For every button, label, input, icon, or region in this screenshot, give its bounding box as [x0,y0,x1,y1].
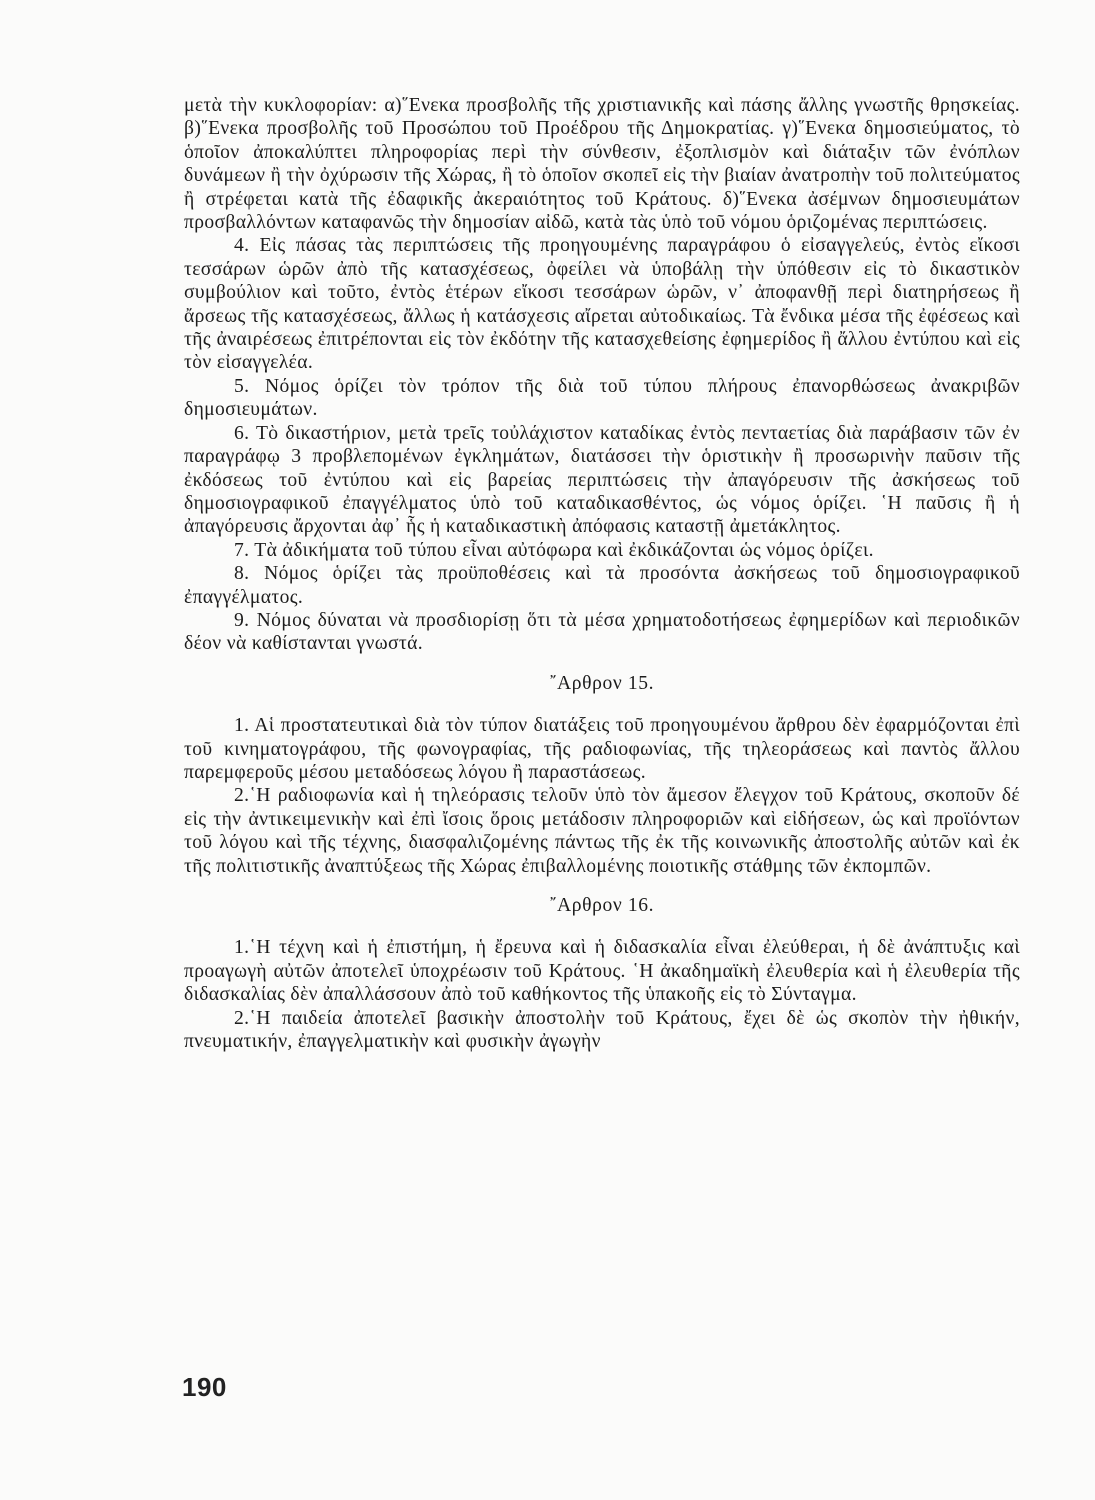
article14-paragraph-7: 7. Τὰ ἀδικήματα τοῦ τύπου εἶναι αὐτόφωρα καὶ ἐκδικάζονται ὡς νόμος ὁρίζει. [234,539,874,561]
article14-paragraph-6: 6. Τὸ δικαστήριον, μετὰ τρεῖς τοὐλάχιστον καταδίκας ἐντὸς πενταετίας διὰ παράβασιν τῶν ἐν παραγράφῳ 3 προβλεπομένων ἐγκλημάτων, διατάσσει τὴν ὁριστικὴν ἢ προσωρινὴν παῦσιν τῆς ἐκδόσεως τοῦ ἐντύπου καὶ εἰς βαρείας περιπτώσεις τὴν ἀπαγόρευσιν τῆς ἀσκήσεως τοῦ δημοσιογραφικοῦ ἐπαγγέλματος ὑπὸ τοῦ καταδικασθέντος, ὡς νόμος ὁρίζει. ῾Η παῦσις ἢ ἡ ἀπαγόρευσις ἄρχονται ἀφ᾽ ἧς ἡ καταδικαστικὴ ἀπόφασις καταστῇ ἀμετάκλητος. [184,422,1020,538]
page-number: 190 [182,1372,227,1402]
body-text [184,94,1020,1053]
article15-paragraph-2: 2.῾Η ραδιοφωνία καὶ ἡ τηλεόρασις τελοῦν ὑπὸ τὸν ἄμεσον ἔλεγχον τοῦ Κράτους, σκοποῦν δέ εἰς τὴν ἀντικειμενικὴν καὶ ἐπὶ ἴσοις ὅροις μετάδοσιν πληροφοριῶν καὶ εἰδήσεων, ὡς καὶ προϊόντων τοῦ λόγου καὶ τῆς τέχνης, διασφαλιζομένης πάντως τῆς ἐκ τῆς κοινωνικῆς ἀποστολῆς αὐτῶν καὶ ἐκ τῆς πολιτιστικῆς ἀναπτύξεως τῆς Χώρας ἐπιβαλλομένης ποιοτικῆς στάθμης τῶν ἐκπομπῶν. [184,785,1020,877]
article14-paragraph-9: 9. Νόμος δύναται νὰ προσδιορίσῃ ὅτι τὰ μέσα χρηματοδοτήσεως ἐφημερίδων καὶ περιοδικῶν δέον νὰ καθίστανται γνωστά. [184,609,1020,655]
article16-paragraph-2: 2.῾Η παιδεία ἀποτελεῖ βασικὴν ἀποστολὴν τοῦ Κράτους, ἔχει δὲ ὡς σκοπὸν τὴν ἠθικήν, πνευματικήν, ἐπαγγελματικὴν καὶ φυσικὴν ἀγωγὴν [184,1007,1020,1053]
article14-paragraph-5: 5. Νόμος ὁρίζει τὸν τρόπον τῆς διὰ τοῦ τύπου πλήρους ἐπανορθώσεως ἀνακριβῶν δημοσιευμάτων. [184,375,1020,421]
article16-heading: ῎Αρθρον 16. [549,895,655,916]
article14-paragraph-8: 8. Νόμος ὁρίζει τὰς προϋποθέσεις καὶ τὰ προσόντα ἀσκήσεως τοῦ δημοσιογραφικοῦ ἐπαγγέλματος. [184,563,1020,608]
article15-paragraph-1: 1. Αἱ προστατευτικαὶ διὰ τὸν τύπον διατάξεις τοῦ προηγουμένου ἄρθρου δὲν ἐφαρμόζονται ἐπὶ τοῦ κινηματογράφου, τῆς φωνογραφίας, τῆς ραδιοφωνίας, τῆς τηλεοράσεως καὶ παντὸς ἄλλου παρεμφεροῦς μέσου μεταδόσεως λόγου ἢ παραστάσεως. [184,715,1020,783]
article15-heading: ῎Αρθρον 15. [549,672,655,694]
article14-paragraph-4: 4. Εἰς πάσας τὰς περιπτώσεις τῆς προηγουμένης παραγράφου ὁ εἰσαγγελεύς, ἐντὸς εἴκοσι τεσσάρων ὡρῶν ἀπὸ τῆς κατασχέσεως, ὀφείλει νὰ ὑποβάλῃ τὴν ὑπόθεσιν εἰς τὸ δικαστικὸν συμβούλιον καὶ τοῦτο, ἐντὸς ἑτέρων εἴκοσι τεσσάρων ὡρῶν, ν᾽ ἀποφανθῇ περὶ διατηρήσεως ἢ ἄρσεως τῆς κατασχέσεως, ἄλλως ἡ κατάσχεσις αἴρεται αὐτοδικαίως. Τὰ ἔνδικα μέσα τῆς ἐφέσεως καὶ τῆς ἀναιρέσεως ἐπιτρέπονται εἰς τὸν ἐκδότην τῆς κατασχεθείσης ἐφημερίδος ἢ ἄλλου ἐντύπου καὶ εἰς τὸν εἰσαγγελέα. [184,235,1020,374]
article16-paragraph-1: 1.῾Η τέχνη καὶ ἡ ἐπιστήμη, ἡ ἔρευνα καὶ ἡ διδασκαλία εἶναι ἐλεύθεραι, ἡ δὲ ἀνάπτυξις καὶ προαγωγὴ αὐτῶν ἀποτελεῖ ὑποχρέωσιν τοῦ Κράτους. ῾Η ἀκαδημαϊκὴ ἐλευθερία καὶ ἡ ἐλευθερία τῆς διδασκαλίας δὲν ἀπαλλάσσουν ἀπὸ τοῦ καθήκοντος τῆς ὑπακοῆς εἰς τὸ Σύνταγμα. [184,937,1020,1006]
article14-intro-paragraph: μετὰ τὴν κυκλοφορίαν: α)῞Ενεκα προσβολῆς τῆς χριστιανικῆς καὶ πάσης ἄλλης γνωστῆς θρησκείας. β)῞Ενεκα προσβολῆς τοῦ Προσώπου τοῦ Προέδρου τῆς Δημοκρατίας. γ)῞Ενεκα δημοσιεύματος, τὸ ὁποῖον ἀποκαλύπτει πληροφορίας περὶ τὴν σύνθεσιν, ἐξοπλισμὸν καὶ διάταξιν τῶν ἐνόπλων δυνάμεων ἢ τὴν ὀχύρωσιν τῆς Χώρας, ἢ τὸ ὁποῖον σκοπεῖ εἰς τὴν βιαίαν ἀνατροπὴν τοῦ πολιτεύματος ἢ στρέφεται κατὰ τῆς ἐδαφικῆς ἀκεραιότητος τοῦ Κράτους. δ)῞Ενεκα ἀσέμνων δημοσιευμάτων προσβαλλόντων καταφανῶς τὴν δημοσίαν αἰδῶ, κατὰ τὰς ὑπὸ τοῦ νόμου ὁριζομένας περιπτώσεις. [184,95,1020,234]
